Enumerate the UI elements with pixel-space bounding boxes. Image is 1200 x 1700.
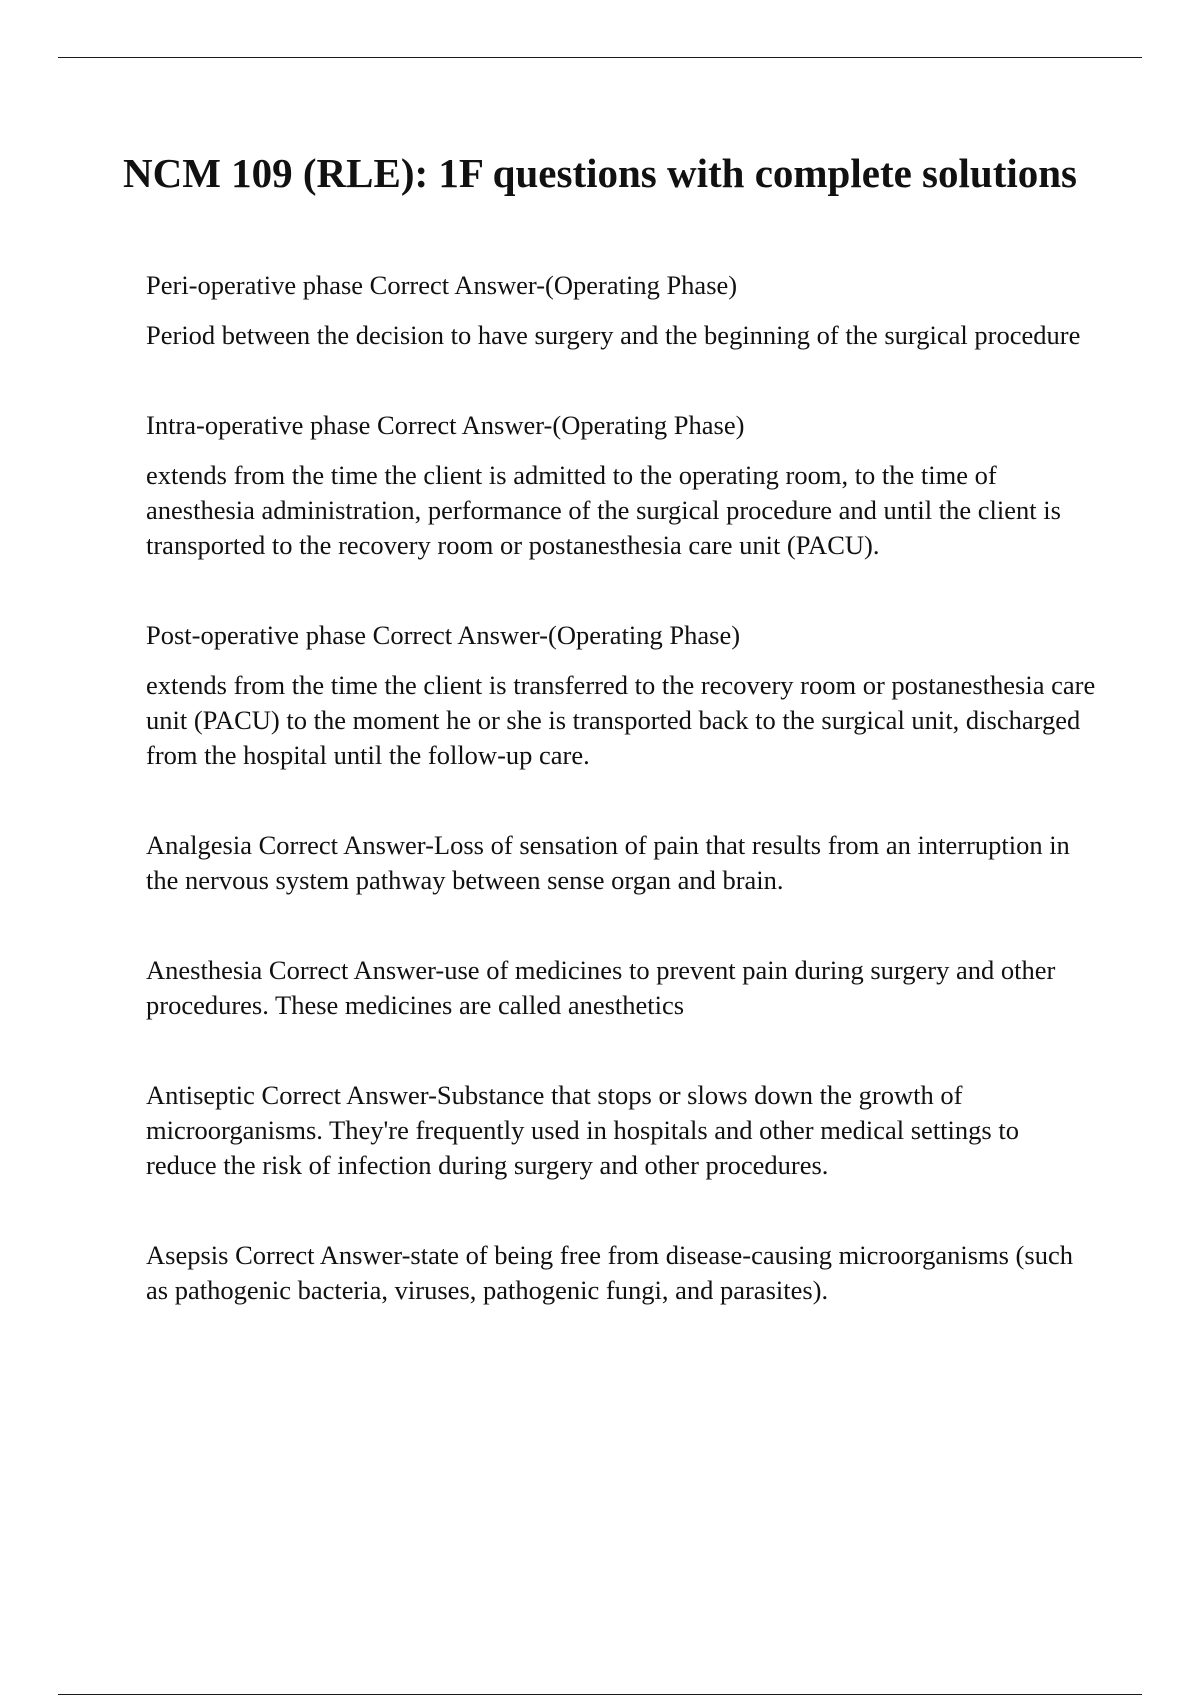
qa-term: Asepsis Correct Answer-state of being free from disease-causing microorganisms (such as pathogenic bacteria, viruses, pathogenic fungi, and parasites). bbox=[146, 1240, 1073, 1305]
qa-term: Intra-operative phase Correct Answer-(Operating Phase) bbox=[146, 410, 745, 440]
qa-entry bbox=[146, 828, 1096, 898]
qa-entry bbox=[146, 268, 1096, 353]
qa-entry bbox=[146, 408, 1096, 563]
qa-term: Anesthesia Correct Answer-use of medicines to prevent pain during surgery and other procedures. These medicines are called anesthetics bbox=[146, 955, 1056, 1020]
qa-entry bbox=[146, 953, 1096, 1023]
qa-term: Antiseptic Correct Answer-Substance that stops or slows down the growth of microorganisms. They're frequently used in hospitals and other medical settings to reduce the risk of infection during surgery and other procedures. bbox=[146, 1080, 1019, 1180]
qa-term: Peri-operative phase Correct Answer-(Operating Phase) bbox=[146, 270, 738, 300]
qa-term: Post-operative phase Correct Answer-(Operating Phase) bbox=[146, 620, 741, 650]
qa-entry bbox=[146, 1238, 1096, 1308]
qa-definition: Period between the decision to have surgery and the beginning of the surgical procedure bbox=[146, 320, 1081, 350]
qa-entry bbox=[146, 1078, 1096, 1183]
qa-list bbox=[146, 268, 1096, 1363]
qa-term: Analgesia Correct Answer-Loss of sensation of pain that results from an interruption in the nervous system pathway between sense organ and brain. bbox=[146, 830, 1070, 895]
qa-definition: extends from the time the client is transferred to the recovery room or postanesthesia care unit (PACU) to the moment he or she is transported back to the surgical unit, discharged from the hospital until the follow-up care. bbox=[146, 670, 1096, 770]
top-divider bbox=[58, 57, 1142, 58]
document-title: NCM 109 (RLE): 1F questions with complete solutions bbox=[122, 150, 1077, 196]
qa-entry bbox=[146, 618, 1096, 773]
bottom-divider bbox=[58, 1694, 1142, 1695]
qa-definition: extends from the time the client is admitted to the operating room, to the time of anesthesia administration, performance of the surgical procedure and until the client is transported to the recovery room or postanesthesia care unit (PACU). bbox=[146, 460, 1061, 560]
